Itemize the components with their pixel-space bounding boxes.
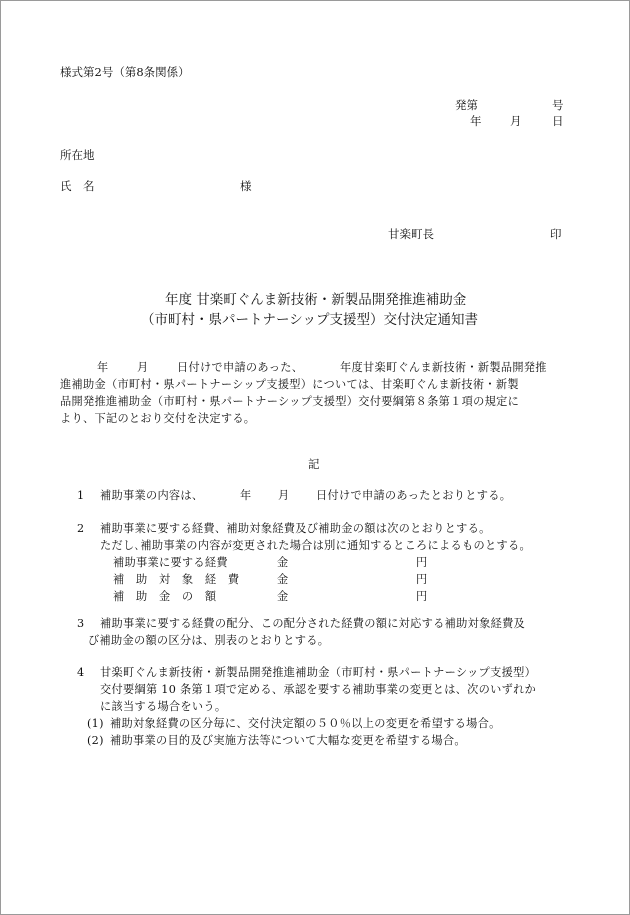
amount-row-yen: 円 (416, 590, 428, 603)
address-label: 所在地 (60, 148, 95, 162)
item2-line-1: 補助事業に要する経費、補助対象経費及び補助金の額は次のとおりとする。 (100, 522, 491, 535)
amount-row-label: 補 助 金 の 額 (113, 590, 217, 603)
item3-number: 3 (77, 617, 85, 630)
intro-text-b: 年度甘楽町ぐんま新技術・新製品開発推 (340, 361, 547, 374)
item1-month: 月 (278, 489, 290, 502)
item1-text-b: 日付けで申請のあったとおりとする。 (316, 489, 512, 502)
item3-line-1: 補助事業に要する経費の配分、この配分された経費の額に対応する補助対象経費及 (100, 617, 526, 630)
date-month: 月 (510, 114, 522, 128)
item4-sub2-number: (2) (87, 734, 104, 747)
intro-year: 年 (97, 361, 109, 374)
intro-line-3: 品開発推進補助金（市町村・県パートナーシップ支援型）交付要綱第８条第１項の規定に (60, 395, 520, 408)
item4-number: 4 (77, 666, 85, 679)
issuer-title: 甘楽町長 (388, 227, 434, 241)
name-label: 氏 名 (60, 179, 95, 193)
document-title-line2: （市町村・県パートナーシップ支援型）交付決定通知書 (141, 312, 478, 328)
amount-row-yen: 円 (416, 556, 428, 569)
seal-mark: 印 (550, 227, 562, 241)
doc-number-prefix: 発第 (455, 98, 478, 112)
item1-year: 年 (240, 489, 252, 502)
item4-line-3: に該当する場合をいう。 (100, 700, 227, 713)
item2-number: 2 (77, 522, 85, 535)
item1-number: 1 (77, 489, 85, 502)
item4-sub1-text: 補助対象経費の区分毎に、交付決定額の５０％以上の変更を希望する場合。 (110, 717, 501, 730)
intro-line-2: 進補助金（市町村・県パートナーシップ支援型）については、甘楽町ぐんま新技術・新製 (60, 378, 519, 391)
item2-line-2: ただし､補助事業の内容が変更された場合は別に通知するところによるものとする。 (100, 539, 531, 552)
intro-month: 月 (137, 361, 149, 374)
amount-row-label: 補 助 対 象 経 費 (113, 573, 240, 586)
form-number: 様式第2号（第8条関係） (60, 65, 190, 79)
item4-sub1-number: (1) (87, 717, 104, 730)
item4-sub2-text: 補助事業の目的及び実施方法等について大幅な変更を希望する場合。 (110, 734, 466, 747)
amount-row-kin: 金 (277, 573, 289, 586)
item3-line-2: び補助金の額の区分は、別表のとおりとする。 (88, 634, 330, 647)
intro-text-a: 日付けで申請のあった、 (177, 361, 304, 374)
ki-heading: 記 (308, 457, 320, 471)
document-title-line1: 年度 甘楽町ぐんま新技術・新製品開発推進補助金 (165, 292, 467, 308)
honorific: 様 (240, 179, 252, 193)
date-day: 日 (552, 114, 564, 128)
date-year: 年 (470, 114, 482, 128)
item4-line-2: 交付要綱第 10 条第１項で定める、承認を要する補助事業の変更とは、次のいずれか (100, 683, 537, 696)
doc-number-suffix: 号 (552, 98, 564, 112)
item1-text-a: 補助事業の内容は、 (100, 489, 204, 502)
intro-line-4: より、下記のとおり交付を決定する。 (60, 412, 256, 425)
amount-row-label: 補助事業に要する経費 (113, 556, 228, 569)
item4-line-1: 甘楽町ぐんま新技術・新製品開発推進補助金（市町村・県パートナーシップ支援型） (100, 666, 537, 679)
amount-row-yen: 円 (416, 573, 428, 586)
amount-row-kin: 金 (277, 556, 289, 569)
amount-row-kin: 金 (277, 590, 289, 603)
